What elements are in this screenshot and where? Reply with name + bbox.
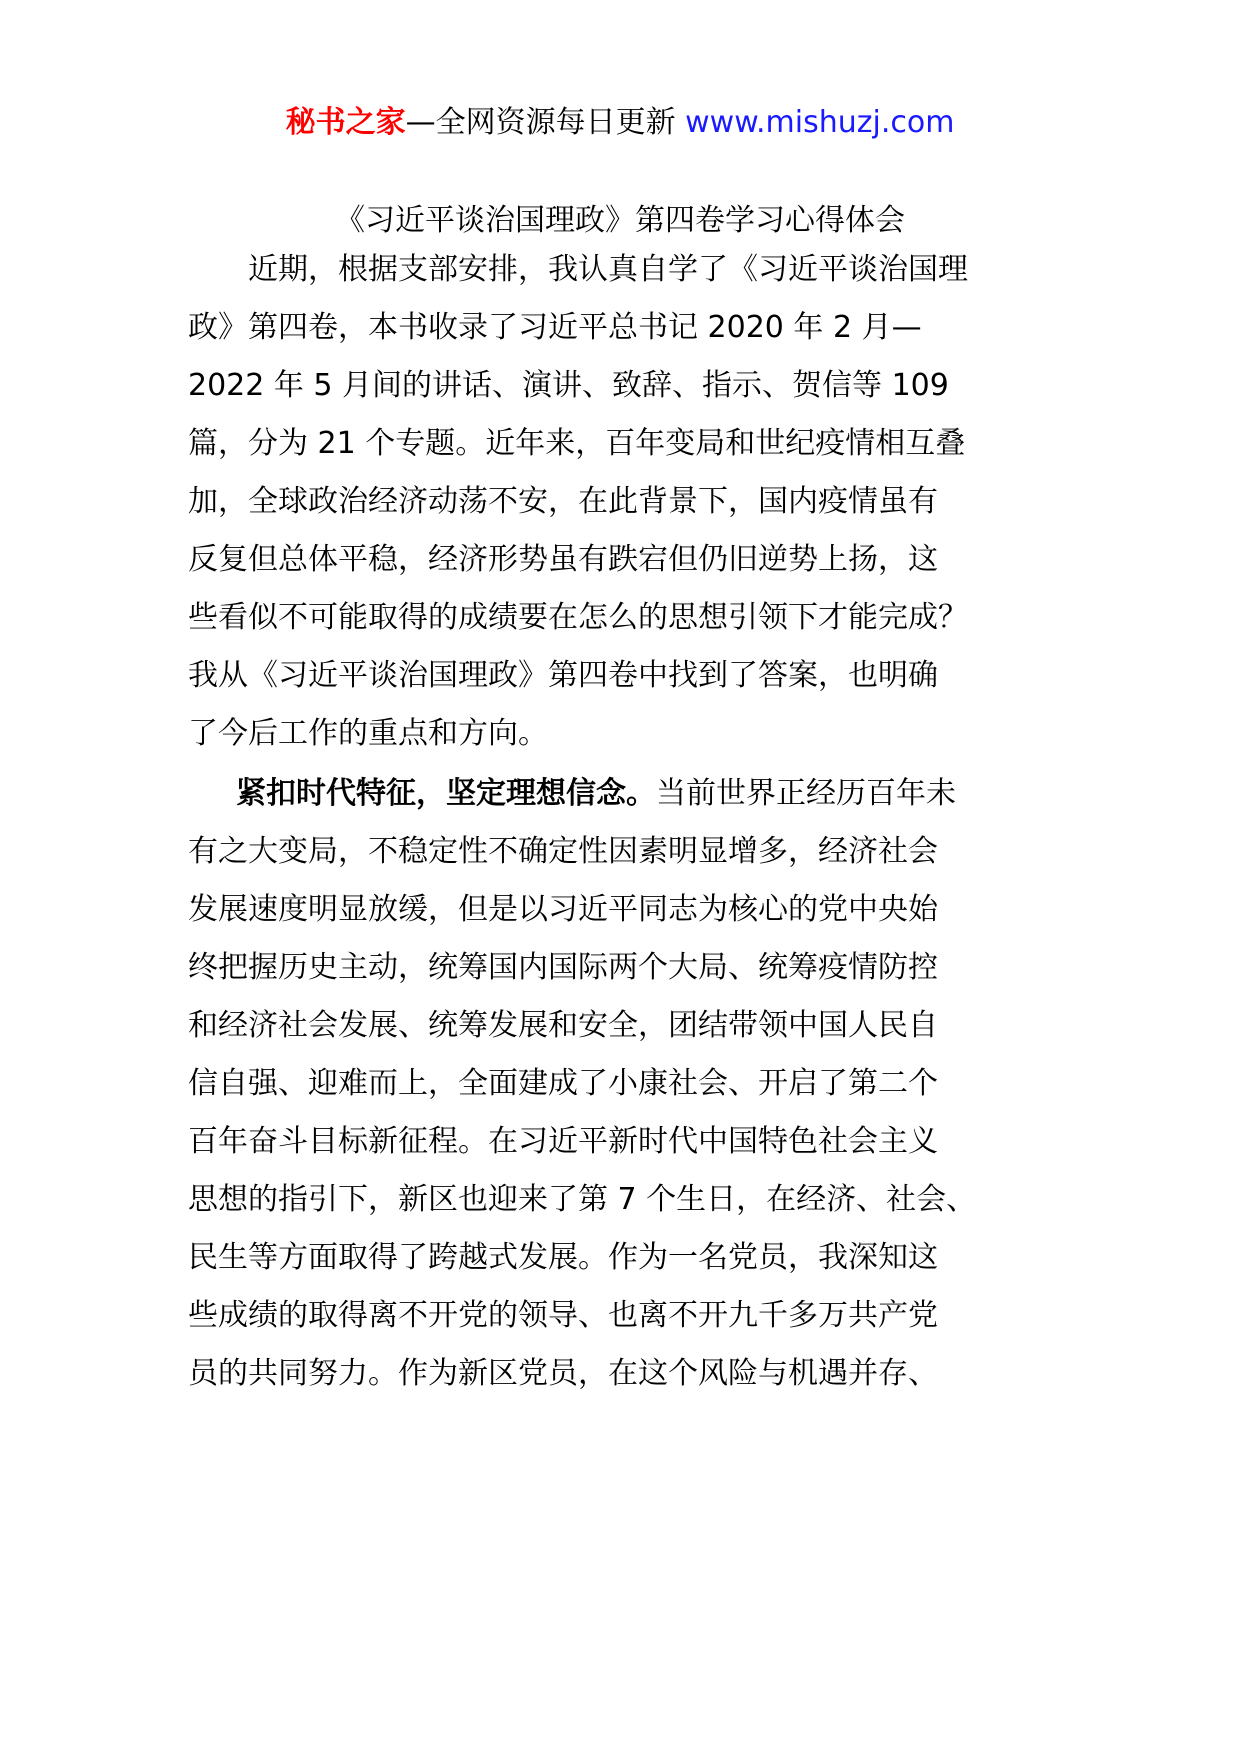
paragraph-2-heading: 紧扣时代特征，坚定理想信念。 <box>236 776 656 811</box>
paragraph-2-line: 信自强、迎难而上，全面建成了小康社会、开启了第二个 <box>188 1066 938 1101</box>
paragraph-1-line: 加，全球政治经济动荡不安，在此背景下，国内疫情虽有 <box>188 484 938 519</box>
paragraph-1-line: 我从《习近平谈治国理政》第四卷中找到了答案，也明确 <box>188 658 938 693</box>
paragraph-2-line: 些成绩的取得离不开党的领导、也离不开九千多万共产党 <box>188 1298 938 1333</box>
paragraph-1-line: 反复但总体平稳，经济形势虽有跌宕但仍旧逆势上扬，这 <box>188 542 938 577</box>
paragraph-2-line: 民生等方面取得了跨越式发展。作为一名党员，我深知这 <box>188 1240 938 1275</box>
paragraph-2-first-line-text: 当前世界正经历百年未 <box>656 776 956 811</box>
paragraph-2-line: 员的共同努力。作为新区党员，在这个风险与机遇并存、 <box>188 1356 938 1391</box>
paragraph-2-first-line <box>236 772 956 816</box>
paragraph-1-line: 篇，分为 21 个专题。近年来，百年变局和世纪疫情相互叠 <box>188 426 966 461</box>
paragraph-2-line: 和经济社会发展、统筹发展和安全，团结带领中国人民自 <box>188 1008 938 1043</box>
paragraph-2-line: 发展速度明显放缓，但是以习近平同志为核心的党中央始 <box>188 892 938 927</box>
paragraph-1-line: 了今后工作的重点和方向。 <box>188 716 548 751</box>
site-url-link[interactable]: www.mishuzj.com <box>685 105 955 140</box>
paragraph-2-line: 百年奋斗目标新征程。在习近平新时代中国特色社会主义 <box>188 1124 938 1159</box>
paragraph-2-line: 思想的指引下，新区也迎来了第 7 个生日，在经济、社会、 <box>188 1182 977 1217</box>
paragraph-1-line: 政》第四卷，本书收录了习近平总书记 2020 年 2 月— <box>188 310 922 345</box>
paragraph-2-line: 终把握历史主动，统筹国内国际两个大局、统筹疫情防控 <box>188 950 938 985</box>
paragraph-2-line: 有之大变局，不稳定性不确定性因素明显增多，经济社会 <box>188 834 938 869</box>
document-title: 《习近平谈治国理政》第四卷学习心得体会 <box>335 203 905 238</box>
paragraph-1-line: 些看似不可能取得的成绩要在怎么的思想引领下才能完成？ <box>188 600 968 635</box>
paragraph-1-line: 2022 年 5 月间的讲话、演讲、致辞、指示、贺信等 109 <box>188 368 949 403</box>
site-slogan: —全网资源每日更新 <box>405 105 676 140</box>
paragraph-1-line: 近期，根据支部安排，我认真自学了《习近平谈治国理 <box>248 252 968 287</box>
brand-name: 秘书之家 <box>285 105 406 140</box>
site-header <box>0 100 1240 146</box>
